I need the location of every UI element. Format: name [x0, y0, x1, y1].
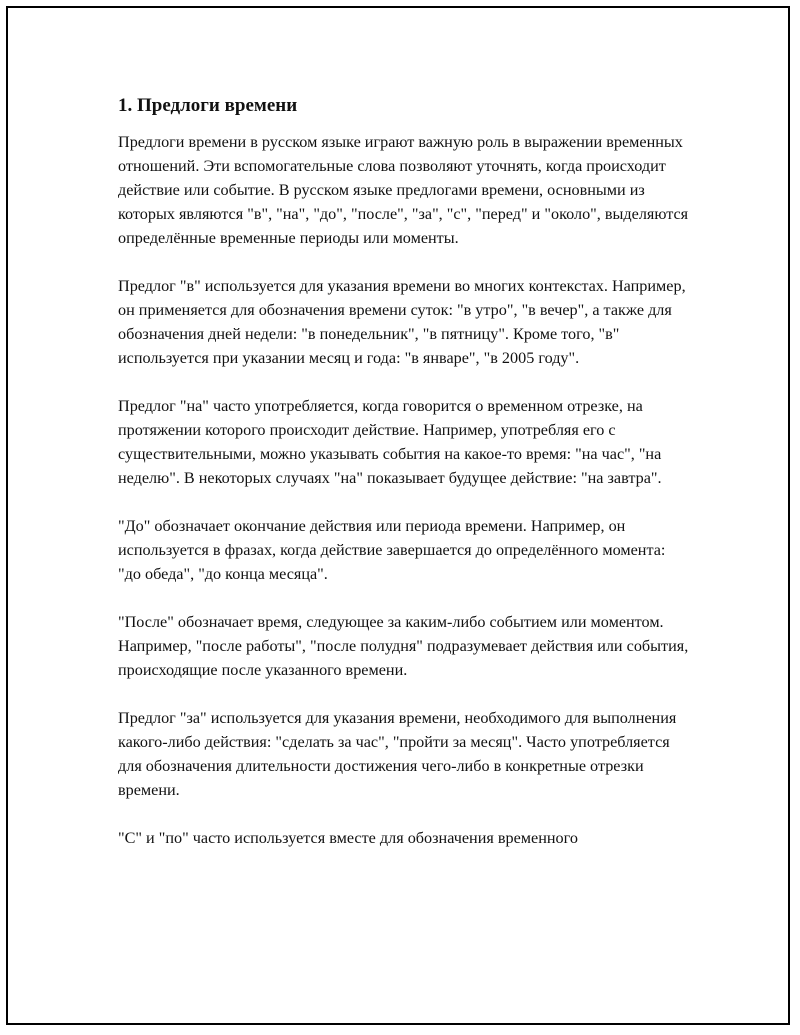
paragraph-preposition-v: Предлог "в" используется для указания времени во многих контекстах. Например, он применяется для обозначения времени суток: "в утро", "в вечер", а также для обозначения дней недели: "в понедельник", "в пятницу". Кроме того, "в" используется при указании месяц и года: "в январе", "в 2005 году". [118, 277, 686, 367]
paragraph-preposition-za: Предлог "за" используется для указания времени, необходимого для выполнения какого-либо действия: "сделать за час", "пройти за месяц". Часто употребляется для обозначения длительности достижения чего-либо в конкретные отрезки времени. [118, 709, 677, 799]
paragraph-preposition-posle: "После" обозначает время, следующее за каким-либо событием или моментом. Например, "после работы", "после полудня" подразумевает действия или события, происходящие после указанного времени. [118, 613, 689, 679]
paragraph-preposition-do: "До" обозначает окончание действия или периода времени. Например, он используется в фразах, когда действие завершается до определённого момента: "до обеда", "до конца месяца". [118, 517, 666, 583]
paragraph-preposition-na: Предлог "на" часто употребляется, когда говорится о временном отрезке, на протяжении которого происходит действие. Например, употребляя его с существительными, можно указывать события на какое-то время: "на час", "на неделю". В некоторых случаях "на" показывает будущее действие: "на завтра". [118, 397, 662, 487]
document-body [118, 92, 690, 874]
paragraph-preposition-s-po: "С" и "по" часто используется вместе для обозначения временного [118, 829, 578, 847]
section-title: 1. Предлоги времени [118, 95, 298, 116]
paragraph-intro: Предлоги времени в русском языке играют важную роль в выражении временных отношений. Эти вспомогательные слова позволяют уточнять, когда происходит действие или событие. В русском языке предлогами времени, основными из которых являются "в", "на", "до", "после", "за", "с", "перед" и "около", выделяются определённые временные периоды или моменты. [118, 133, 689, 247]
